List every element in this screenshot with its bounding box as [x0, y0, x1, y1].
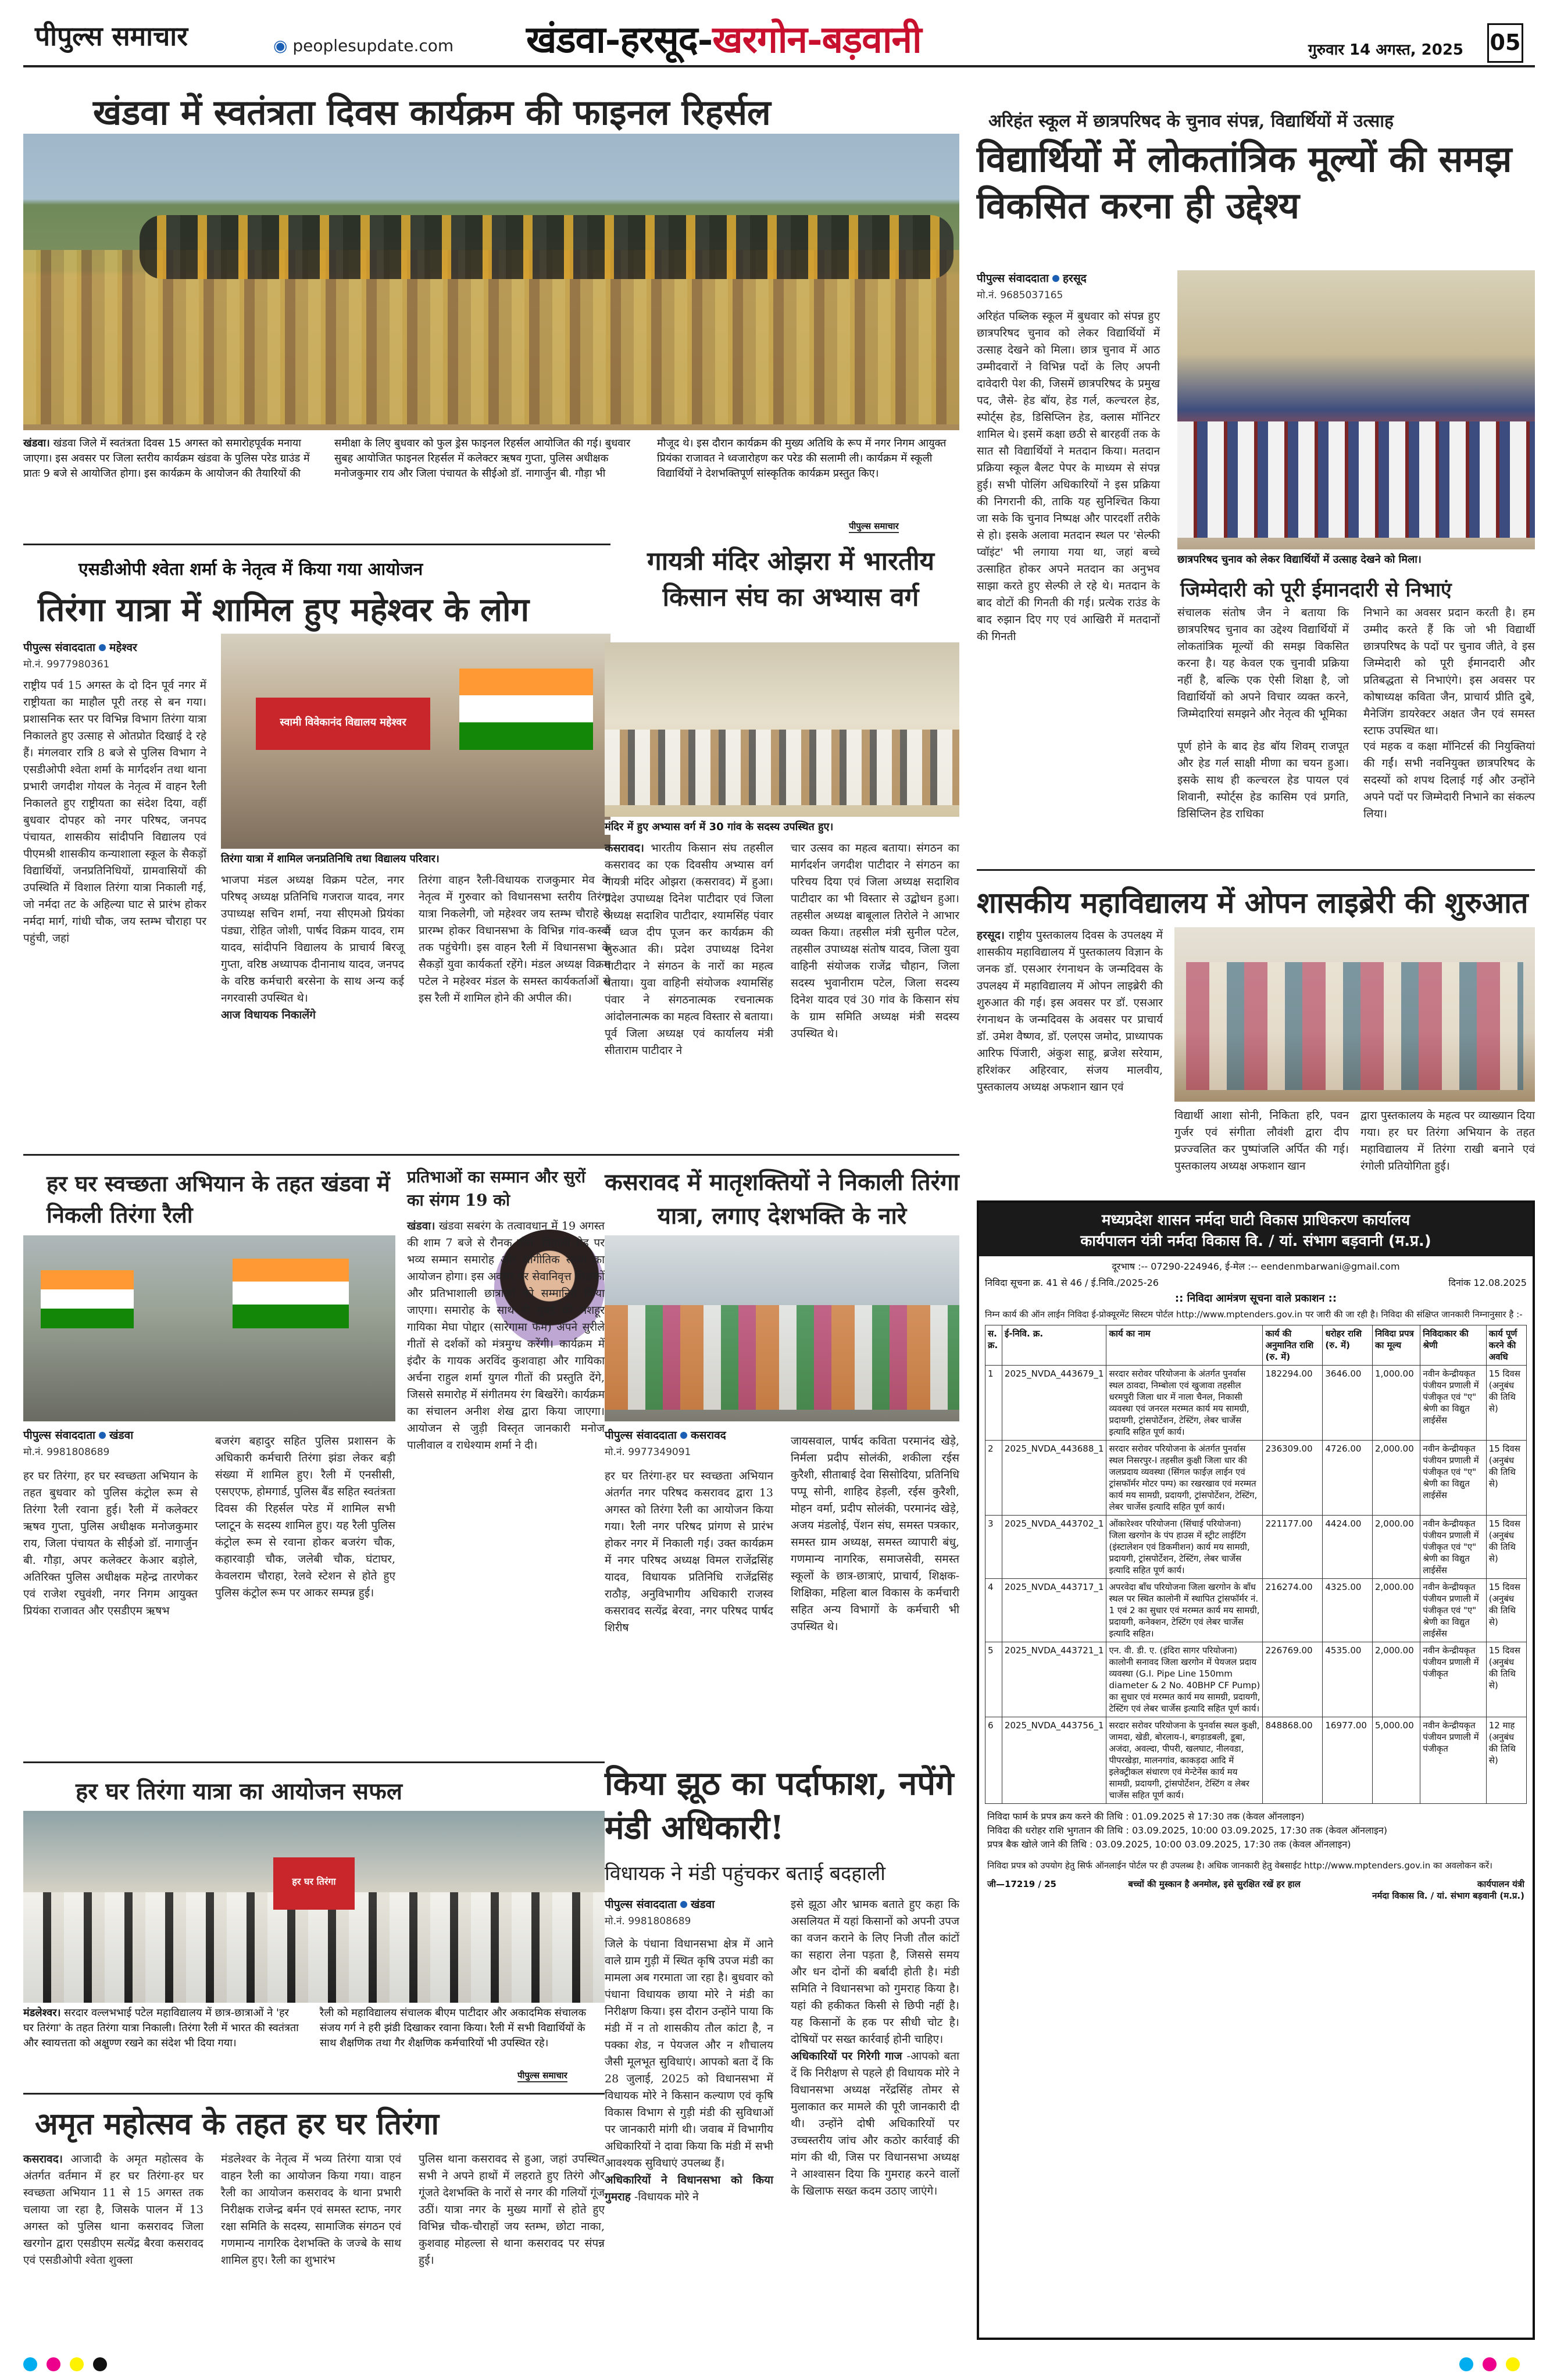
mobile: मो.नं. 9981808689 [605, 1916, 691, 1927]
tender-notice [977, 1200, 1535, 2340]
tender-intro: निम्न कार्य की ऑन लाईन निविदा ई-प्रोक्यूरमेंट सिस्टम पोर्टल http://www.mptenders.gov.in पर जारी की जा रही है। निविदा की संक्षिप्त जानकारी निम्नानुसार है :- [985, 1309, 1523, 1320]
school-banner: स्वामी विवेकानंद विद्यालय महेश्वर [256, 698, 430, 750]
dot-icon [680, 1432, 687, 1439]
kicker: अरिहंत स्कूल में छात्रपरिषद के चुनाव संपन्न, विद्यार्थियों में उत्साह [988, 111, 1394, 131]
story-rehearsal: खंडवा में स्वतंत्रता दिवस कार्यक्रम की फाइनल रिहर्सल खंडवा। खंडवा जिले में स्वतंत्रता दिवस 15 अगस्त को समारोहपूर्वक मनाया जाएगा। इस अवसर पर जिला स्तरीय कार्यक्रम खंडवा के पुलिस परेड ग्राउंड में प्रातः 9 बजे से आयोजित होगा। इस कार्यक्रम के आयोजन की तैयारियों की समीक्षा के लिए बुधवार को फुल ड्रेस फाइनल रिहर्सल आयोजित की गई। बुधवार सुबह आयोजित फाइनल रिहर्सल में कलेक्टर ऋषव गुप्ता, पुलिस अधीक्षक मनोजकुमार राय और जिला पंचायत के सीईओ डॉ. नागार्जुन बी. गौड़ा भी मौजूद थे। इस दौरान कार्यक्रम की मुख्य अतिथि के रूप में नगर निगम आयुक्त प्रियंका राजावत ने ध्वजारोहण कर परेड की सलामी ली। कार्यक्रम में स्कूली विद्यार्थियों ने देशभक्तिपूर्ण सांस्कृतिक कार्यक्रम प्रस्तुत किए। पीपुल्स समाचार [23, 87, 959, 535]
tender-cell: 2025_NVDA_443702_1 [1002, 1516, 1106, 1579]
mobile: मो.नं. 9981808689 [23, 1446, 110, 1458]
registration-marks [23, 2357, 1535, 2371]
headline: हर घर तिरंगा यात्रा का आयोजन सफल [76, 1778, 402, 1805]
election-photo [1177, 270, 1535, 549]
tiranga-photo [221, 634, 610, 849]
tender-col-header: कार्य का नाम [1106, 1325, 1263, 1366]
tender-row [985, 1717, 1527, 1804]
tender-footer-note: निविदा प्रपत्र को उपयोग हेतु सिर्फ ऑनलाईन पोर्टल पर ही उपलब्ध है। अधिक जानकारी हेतु वेबसाईट http://www.mptenders.gov.in का अवलोकन करें। [987, 1860, 1492, 1871]
tender-header: मध्यप्रदेश शासन नर्मदा घाटी विकास प्राधिकरण कार्यालय कार्यपालन यंत्री नर्मदा विकास वि. / यां. संभाग बड़वानी (म.प्र.) [979, 1203, 1533, 1256]
women-rally-photo [605, 1235, 959, 1421]
tender-cell: 15 दिवस (अनुबंध की तिथि से) [1486, 1516, 1526, 1579]
tender-cell: 3 [985, 1516, 1002, 1579]
headline: प्रतिभाओं का सम्मान और सुरों का संगम 19 को [407, 1167, 586, 1210]
tender-cell: 15 दिवस (अनुबंध की तिथि से) [1486, 1642, 1526, 1717]
tender-cell: 2,000.00 [1372, 1441, 1420, 1516]
tender-cell: अपरवेदा बाँध परियोजना जिला खरगोन के बाँध स्थल पर स्थित कालोनी में स्थापित ट्रांसफॉर्मर नं. 1 एवं 2 का सुधार एवं मरम्मत कार्य मय सामग्री, प्रदायगी, कनेक्शन, टेस्टिंग एवं लेबर चार्जेस इत्यादि सहित। [1106, 1579, 1263, 1642]
byline: पीपुल्स संवाददाता खंडवा [605, 1898, 715, 1911]
tender-cell: 4535.00 [1323, 1642, 1373, 1717]
story-maheshwar: एसडीओपी श्वेता शर्मा के नेतृत्व में किया गया आयोजन तिरंगा यात्रा में शामिल हुए महेश्वर के लोग पीपुल्स संवाददाता महेश्वर मो.नं. 9977980361 राष्ट्रीय पर्व 15 अगस्त के दो दिन पूर्व नगर में राष्ट्रीयता का माहौल पूरी तरह से बन गया। प्रशासनिक स्तर पर विभिन्न विभाग तिरंगा यात्रा निकालते हुए उत्साह से ओतप्रोत दिखाई दे रहे हैं। मंगलवार रात्रि 8 बजे से पुलिस विभाग ने एसडीओपी श्वेता शर्मा के मार्गदर्शन तथा थाना प्रभारी जगदीश गोयल के नेतृत्व में वाहन रैली निकालते हुए राष्ट्रीयता का संदेश दिया, वहीं बुधवार दोपहर को नगर परिषद, जनपद पंचायत, शासकीय सांदीपनि विद्यालय एवं पीएमश्री शासकीय कन्याशाला स्कूल के सैकड़ों विद्यार्थियों, जनप्रतिनिधियों, ग्रामवासियों की उपस्थिति में विशाल तिरंगा यात्रा निकाली गई, जो नर्मदा तट के अहिल्या घाट से प्रारंभ होकर नर्मदा मार्ग, गांधी चौक, जय स्तम्भ चौराहा पर पहुंची, जहां स्वामी विवेकानंद विद्यालय महेश्वर तिरंगा यात्रा में शामिल जनप्रतिनिधि तथा विद्यालय परिवार। भाजपा मंडल अध्यक्ष विक्रम पटेल, नगर परिषद् अध्यक्ष प्रतिनिधि गजराज यादव, नगर उपाध्यक्ष सचिन शर्मा, नया सीएमओ प्रियंका पंड्या, रोहित जोशी, पार्षद विक्रम यादव, राम यादव, सांदीपनि विद्यालय के प्राचार्य बिरजू गुप्ता, वरिष्ठ अध्यापक दीनानाथ यादव, जनपद के वरिष्ठ कर्मचारी बरसेना के साथ अन्य कई नगरवासी उपस्थित थे। आज विधायक निकालेंगे तिरंगा वाहन रैली-विधायक राजकुमार मेव के नेतृत्व में गुरुवार को विधानसभा स्तरीय तिरंगा यात्रा निकलेगी, जो महेश्वर जय स्तम्भ चौराहे से प्रारम्भ होकर विधानसभा के विभिन्न गांव-कस्बों तक पहुंचेगी। इस वाहन रैली में विधानसभा के सैकड़ों युवा कार्यकर्ता रहेंगे। मंडल अध्यक्ष विक्रम पटेल ने महेश्वर मंडल के समस्त कार्यकर्ताओं से इस रैली में शामिल होने की अपील की। [23, 544, 610, 1148]
notice-date: दिनांक 12.08.2025 [1448, 1277, 1527, 1288]
tender-cell: 221177.00 [1263, 1516, 1323, 1579]
tender-cell: 4424.00 [1323, 1516, 1373, 1579]
tender-cell: 2 [985, 1441, 1002, 1516]
dot-icon [99, 1432, 106, 1439]
tender-date-row: निविदा फार्म के प्रपत्र क्रय करने की तिथि : 01.09.2025 से 17:30 तक (केवल ऑनलाइन) [987, 1811, 1305, 1822]
tender-cell: 4325.00 [1323, 1579, 1373, 1642]
tender-table [985, 1325, 1527, 1804]
tender-cell: 2025_NVDA_443679_1 [1002, 1366, 1106, 1441]
kicker: एसडीओपी श्वेता शर्मा के नेतृत्व में किया गया आयोजन [78, 559, 423, 580]
parade-photo [23, 134, 959, 430]
tender-date-row: प्रपत्र बैक खोले जाने की तिथि : 03.09.2025, 10:00 03.09.2025, 17:30 तक (केवल ऑनलाइन) [987, 1839, 1351, 1850]
story-student-election: अरिहंत स्कूल में छात्रपरिषद के चुनाव संपन्न, विद्यार्थियों में उत्साह विद्यार्थियों में लोकतांत्रिक मूल्यों की समझ विकसित करना ही उद्देश्य पीपुल्स संवाददाता हरसूद मो.नं. 9685037165 अरिहंत पब्लिक स्कूल में बुधवार को संपन्न हुए छात्रपरिषद चुनाव को लेकर विद्यार्थियों में उत्साह देखने को मिला। छात्र चुनाव में आठ उम्मीदवारों ने विभिन्न पदों के लिए अपनी दावेदारी पेश की, जिसमें छात्रपरिषद के प्रमुख पद, जैसे- हेड बॉय, हेड गर्ल, कल्चरल हेड, स्पोर्ट्स हेड, डिसिप्लिन हेड, क्लास मॉनिटर शामिल थे। इसमें कक्षा छठी से बारहवीं तक के सात सौ विद्यार्थियों ने मतदान किया। मतदान प्रक्रिया स्कूल बैलट पेपर के माध्यम से संपन्न हुई। सभी पोलिंग अधिकारियों ने इस प्रक्रिया की निगरानी की, ताकि यह सुनिश्चित किया जा सके कि चुनाव निष्पक्ष और पारदर्शी तरीके से हो। इसके अलावा मतदान स्थल पर 'सेल्फी प्वॉइंट' भी लगाया गया था, जहां बच्चे उत्साहित होकर अपने मतदान का अनुभव साझा करते हुए सेल्फी ले रहे थे। मतदान के बाद वोटों की गिनती की गई। प्रत्येक राउंड के बाद रुझान दिए गए एवं आखिरी में मतदानों की गिनती छात्रपरिषद चुनाव को लेकर विद्यार्थियों में उत्साह देखने को मिला। जिम्मेदारी को पूरी ईमानदारी से निभाएं संचालक संतोष जैन ने बताया कि छात्रपरिषद चुनाव का उद्देश्य विद्यार्थियों में लोकतांत्रिक मूल्यों की समझ विकसित करना है। यह केवल एक चुनावी प्रक्रिया नहीं है, बल्कि एक ऐसी शिक्षा है, जो विद्यार्थियों को अपने विचार व्यक्त करने, जिम्मेदारियां समझने और नेतृत्व की भूमिका निभाने का अवसर प्रदान करती है। हम उम्मीद करते हैं कि जो भी विद्यार्थी छात्रपरिषद के पदों पर चुनाव जीते, वे इस जिम्मेदारी को पूरी ईमानदारी और प्रतिबद्धता से निभाएंगे। इस अवसर पर कोषाध्यक्ष कविता जैन, प्राचार्य प्रीति दुबे, मैनेजिंग डायरेक्टर अक्षत जैन एवं समस्त स्टाफ उपस्थित था। पूर्ण होने के बाद हेड बॉय शिवम् राजपूत और हेड गर्ल साक्षी मीणा का चयन हुआ। इसके साथ ही कल्चरल हेड पायल एवं शिवानी, स्पोर्ट्स हेड कासिम एवं प्रगति, डिसिप्लिन हेड राधिका एवं महक व कक्षा मॉनिटर्स की नियुक्तियां की गईं। सभी नवनियुक्त छात्रपरिषद के सदस्यों को शपथ दिलाई गई और उन्होंने अपने पदों पर जिम्मेदारी निभाने का संकल्प लिया। [977, 87, 1535, 860]
tender-cell: 2025_NVDA_443756_1 [1002, 1717, 1106, 1804]
signature: कार्यपालन यंत्री नर्मदा विकास वि. / यां. संभाग बड़वानी (म.प्र.) [1372, 1879, 1524, 1901]
issue-date: गुरुवार 14 अगस्त, 2025 [1308, 41, 1464, 59]
tender-cell: 216274.00 [1263, 1579, 1323, 1642]
tender-cell: 6 [985, 1717, 1002, 1804]
headline: अमृत महोत्सव के तहत हर घर तिरंगा [35, 2106, 440, 2142]
mobile: मो.नं. 9685037165 [977, 290, 1063, 301]
tender-cell: सरदार सरोवर परियोजना के पुनर्वास स्थल कुक्षी, जामदा, खेडी, बोरलाय-I, बगड़ाडबली, डूबा, अजंदा, अवल्दा, पीपरी, खलघाट, नीलवडा, पीपरखेड़ा, मालनगांव, काकड़दा आदि में इलेक्ट्रीकल संधारण एवं मेन्टेनेंस कार्य मय सामग्री, प्रदायगी, ट्रांसपोर्टेशन, टेस्टिंग व लेबर चार्जेस सहित पूर्ण कार्य। [1106, 1717, 1263, 1804]
tender-cell: सरदार सरोवर परियोजना के अंतर्गत पुनर्वास स्थल ठावदा, निम्बोला एवं खुजावा तहसील धरमपुरी जिला धार में नाला चैनल, निकासी व्यवस्था एवं जनरल मरम्मत कार्य मय सामग्री, प्रदायगी, ट्रांसपोर्टेशन, टेस्टिंग, लेबर चार्जेस इत्यादि सहित पूर्ण कार्य। [1106, 1366, 1263, 1441]
tender-cell: एन. वी. डी. ए. (इंदिरा सागर परियोजना) कालोनी सनावद जिला खरगोन में पेयजल प्रदाय व्यवस्था (G.I. Pipe Line 150mm diameter & 2 No. 40BHP CF Pump) का सुधार एवं मरम्मत कार्य मय सामग्री, प्रदायगी, टेस्टिंग एवं लेबर चार्जेस इत्यादि सहित पूर्ण कार्य। [1106, 1642, 1263, 1717]
tender-row [985, 1441, 1527, 1516]
tender-cell: 848868.00 [1263, 1717, 1323, 1804]
tender-cell: नवीन केन्द्रीयकृत पंजीयन प्रणाली में पंजीकृत एवं "ए" श्रेणी का विद्युत लाईसेंस [1420, 1579, 1486, 1642]
tender-col-header: कार्य की अनुमानित राशि (रु. में) [1263, 1325, 1323, 1366]
tender-cell: नवीन केन्द्रीयकृत पंजीयन प्रणाली में पंजीकृत एवं "ए" श्रेणी का विद्युत लाईसेंस [1420, 1366, 1486, 1441]
tender-cell: 226769.00 [1263, 1642, 1323, 1717]
tender-cell: 1,000.00 [1372, 1366, 1420, 1441]
tender-cell: 1 [985, 1366, 1002, 1441]
headline: तिरंगा यात्रा में शामिल हुए महेश्वर के लोग [38, 591, 530, 629]
tender-cell: 182294.00 [1263, 1366, 1323, 1441]
headline: गायत्री मंदिर ओझरा में भारतीय किसान संघ का अभ्यास वर्ग [647, 546, 934, 612]
tender-col-header: निविदा प्रपत्र का मूल्य [1372, 1325, 1420, 1366]
tender-cell: ओंकारेश्वर परियोजना (सिंचाई परियोजना) जिला खरगोन के पंप हाउस में स्ट्रीट लाईटिंग (इंस्टालेशन एवं डिकमीशन) कार्य मय सामग्री, प्रदायगी, ट्रांसपोर्टेशन, टेस्टिंग, लेबर चार्जेस इत्यादि सहित पूर्ण कार्य। [1106, 1516, 1263, 1579]
headline: हर घर स्वच्छता अभियान के तहत खंडवा में निकली तिरंगा रैली [47, 1170, 390, 1228]
photo-caption: छात्रपरिषद चुनाव को लेकर विद्यार्थियों में उत्साह देखने को मिला। [1177, 552, 1535, 567]
headline: किया झूठ का पर्दाफाश, नपेंगे मंडी अधिकारी! [605, 1764, 954, 1847]
page-number: 05 [1487, 23, 1523, 63]
story-mandi: किया झूठ का पर्दाफाश, नपेंगे मंडी अधिकारी! विधायक ने मंडी पहुंचकर बताई बदहाली पीपुल्स संवाददाता खंडवा मो.नं. 9981808689 जिले के पंधाना विधानसभा क्षेत्र में आने वाले ग्राम गुड़ी में स्थित कृषि उपज मंडी का मामला अब गरमाता जा रहा है। बुधवार को पंधाना विधायक छाया मोरे ने मंडी का निरीक्षण किया। इस दौरान उन्होंने पाया कि मंडी में न तो शासकीय तौल कांटा है, न पक्का शेड, न पेयजल और न शौचालय जैसी मूलभूत सुविधाएं। आपको बता दें कि 28 जुलाई, 2025 को विधानसभा में विधायक मोरे ने किसान कल्याण एवं कृषि विकास विभाग से गुड़ी मंडी की सुविधाओं पर जानकारी मांगी थी। जवाब में विभागीय अधिकारियों ने दावा किया कि मंडी में सभी आवश्यक सुविधाएं उपलब्ध हैं। अधिकारियों ने विधानसभा को किया गुमराह -विधायक मोरे ने इसे झूठा और भ्रामक बताते हुए कहा कि असलियत में यहां किसानों को अपनी उपज का वजन कराने के लिए निजी तौल कांटों का सहारा लेना पड़ता है, जिससे समय और धन दोनों की बर्बादी होती है। मंडी समिति ने विधानसभा को गुमराह किया है। यहां की हकीकत किसी से छिपी नहीं है। यह किसानों के हक पर सीधी चोट है। दोषियों पर सख्त कार्रवाई होनी चाहिए। अधिकारियों पर गिरेगी गाज -आपको बता दें कि निरीक्षण से पहले ही विधायक मोरे ने विधानसभा अध्यक्ष नरेंद्रसिंह तोमर से मुलाकात कर मामले की पूरी जानकारी दी थी। उन्होंने दोषी अधिकारियों पर उच्चस्तरीय जांच और कठोर कार्रवाई की मांग की थी, जिस पर विधानसभा अध्यक्ष ने आश्वासन दिया कि गुमराह करने वालों के खिलाफ सख्त कदम उठाए जाएंगे। [605, 1761, 959, 2337]
headline: शासकीय महाविद्यालय में ओपन लाइब्रेरी की शुरुआत [977, 885, 1529, 920]
tender-row [985, 1579, 1527, 1642]
dot-icon [680, 1901, 687, 1908]
tiranga-banner: हर घर तिरंगा [273, 1857, 355, 1910]
tender-col-header: कार्य पूर्ण करने की अवधि [1486, 1325, 1526, 1366]
photo-caption: खंडवा। खंडवा जिले में स्वतंत्रता दिवस 15 अगस्त को समारोहपूर्वक मनाया जाएगा। इस अवसर पर जिला स्तरीय कार्यक्रम खंडवा के पुलिस परेड ग्राउंड में प्रातः 9 बजे से आयोजित होगा। इस कार्यक्रम के आयोजन की तैयारियों की [23, 436, 314, 481]
subhead: विधायक ने मंडी पहुंचकर बताई बदहाली [605, 1862, 885, 1885]
subhead: जिम्मेदारी को पूरी ईमानदारी से निभाएं [1180, 578, 1452, 602]
tender-col-header: निविदाकार की श्रेणी [1420, 1325, 1486, 1366]
tender-dates [979, 1804, 1533, 1857]
region-title: खंडवा-हरसूद-खरगोन-बड़वानी [526, 18, 922, 62]
students-photo [23, 1811, 605, 2003]
tender-cell: 236309.00 [1263, 1441, 1323, 1516]
tender-cell: 5 [985, 1642, 1002, 1717]
tender-row [985, 1516, 1527, 1579]
headline: कसरावद में मातृशक्तियों ने निकाली तिरंगा यात्रा, लगाए देशभक्ति के नारे [605, 1168, 959, 1230]
tender-cell: 16977.00 [1323, 1717, 1373, 1804]
ref-number: जी—17219 / 25 [987, 1879, 1056, 1889]
tender-title: :: निविदा आमंत्रण सूचना वाले प्रकाशन :: [1174, 1292, 1337, 1305]
masthead [0, 0, 1557, 63]
tender-cell: नवीन केन्द्रीयकृत पंजीयन प्रणाली में पंजीकृत एवं "ए" श्रेणी का विद्युत लाईसेंस [1420, 1516, 1486, 1579]
kisan-photo [605, 642, 959, 817]
story-sabrang: प्रतिभाओं का सम्मान और सुरों का संगम 19 को खंडवा। खंडवा सबरंग के तत्वावधान में 19 अगस्त की शाम 7 बजे से रौनक हॉल, निवाली रोड पर भव्य सम्मान समारोह और सांगीतिक संध्या का आयोजन होगा। इस अवसर पर सेवानिवृत्त शिक्षकों और प्रतिभाशाली छात्राओं को सम्मानित किया जाएगा। समारोह के साथ ही मुंबई की मशहूर गायिका मेघा पोद्दार (सारेगामा फेम) अपने सुरीले गीतों से दर्शकों को मंत्रमुग्ध करेंगी। कार्यक्रम में इंदौर के गायक अरविंद कुशवाहा और गायिका अर्चना राहुल शर्मा युगल गीतों की प्रस्तुति देंगे, जिससे समारोह में संगीतमय रंग बिखरेंगे। कार्यक्रम का संचालन अनीश शेख द्वारा किया जाएगा। आयोजन से जुड़ी विस्तृत जानकारी मनोज पालीवाल व राधेश्याम शर्मा ने दी। [407, 1154, 605, 1759]
rally-photo [23, 1235, 395, 1421]
tender-row [985, 1642, 1527, 1717]
tender-col-header: ई-निवि. क्र. [1002, 1325, 1106, 1366]
tender-cell: 15 दिवस (अनुबंध की तिथि से) [1486, 1366, 1526, 1441]
story-open-library: शासकीय महाविद्यालय में ओपन लाइब्रेरी की शुरुआत हरसूद। राष्ट्रीय पुस्तकालय दिवस के उपलक्ष्य में शासकीय महाविद्यालय में पुस्तकालय विज्ञान के जनक डॉ. एसआर रंगनाथन के जन्मदिवस के उपलक्ष्य में महाविद्यालय में ओपन लाइब्रेरी की शुरुआत की गई। इस अवसर पर डॉ. एसआर रंगनाथन के जन्मदिवस के अवसर पर प्राचार्य डॉ. उमेश वैष्णव, डॉ. एलएस जमोद, प्राध्यापक आरिफ पिंजारी, अंकुश साहू, ब्रजेश सरेयाम, हरिशंकर अहिरवार, संजय मालवीय, पुस्तकालय अध्यक्ष अफशान खान एवं विद्यार्थी आशा सोनी, निकिता हरि, पवन गुर्जर एवं संगीता लौवंशी द्वारा दीप प्रज्ज्वलित कर पुष्पांजलि अर्पित की गई। पुस्तकालय अध्यक्ष अफशान खान द्वारा पुस्तकालय के महत्व पर व्याख्यान दिया गया। हर घर तिरंगा अभियान के तहत महाविद्यालय में तिरंगा राखी बनाने एवं रंगोली प्रतियोगिता हुई। [977, 869, 1535, 1195]
tender-col-header: धरोहर राशि (रु. में) [1323, 1325, 1373, 1366]
tender-col-header: स. क्र. [985, 1325, 1002, 1366]
dot-icon [99, 644, 106, 651]
tender-cell: 3646.00 [1323, 1366, 1373, 1441]
website-url[interactable]: ◉ peoplesupdate.com [273, 36, 454, 55]
byline: पीपुल्स संवाददाता कसरावद [605, 1429, 726, 1442]
paper-tag: पीपुल्स समाचार [517, 2070, 567, 2082]
tender-cell: 2025_NVDA_443721_1 [1002, 1642, 1106, 1717]
tender-cell: 2,000.00 [1372, 1579, 1420, 1642]
tender-cell: 15 दिवस (अनुबंध की तिथि से) [1486, 1579, 1526, 1642]
photo-caption: तिरंगा यात्रा में शामिल जनप्रतिनिधि तथा विद्यालय परिवार। [221, 852, 610, 867]
ref-note: बच्चों की मुस्कान है अनमोल, इसे सुरक्षित रखें हर हाल [1128, 1879, 1301, 1889]
mobile: मो.नं. 9977349091 [605, 1446, 691, 1458]
tender-cell: 5,000.00 [1372, 1717, 1420, 1804]
byline: पीपुल्स संवाददाता हरसूद [977, 272, 1087, 285]
headline: विद्यार्थियों में लोकतांत्रिक मूल्यों की समझ विकसित करना ही उद्देश्य [977, 138, 1512, 227]
byline: पीपुल्स संवाददाता खंडवा [23, 1429, 134, 1442]
story-matrishakti: कसरावद में मातृशक्तियों ने निकाली तिरंगा यात्रा, लगाए देशभक्ति के नारे पीपुल्स संवाददाता कसरावद मो.नं. 9977349091 हर घर तिरंगा-हर घर स्वच्छता अभियान अंतर्गत नगर परिषद कसरावद द्वारा 13 अगस्त को तिरंगा रैली का आयोजन किया गया। रैली नगर परिषद प्रांगण से प्रारंभ होकर नगर में निकाली गई। उक्त कार्यक्रम में नगर परिषद अध्यक्ष विमल राजेंद्रसिंह यादव, विधायक प्रतिनिधि राजेंद्रसिंह राठौड़, अनुविभागीय अधिकारी राजस्व कसरावद सत्येंद्र बेरवा, नगर परिषद पार्षद शिरीष जायसवाल, पार्षद कविता परमानंद खेड़े, निर्मला प्रदीप सोलंकी, शकीला रईस कुरैशी, सीताबाई देवा सिसोदिया, प्रतिनिधि पप्पू सोनी, शाहिद हेड़ली, रईस कुरैशी, मोहन वर्मा, प्रदीप सोलंकी, परमानंद खेड़े, अजय मंडलोई, पेंशन संघ, समस्त पत्रकार, समस्त ग्राम अध्यक्ष, समस्त व्यापारी बंधु, गणमान्य नागरिक, समाजसेवी, समस्त स्कूलों के छात्र-छात्राएं, प्राचार्य, शिक्षक-शिक्षिका, महिला बाल विकास के कर्मचारी सहित अन्य विभागों के कर्मचारी भी उपस्थित थे। [605, 1154, 959, 1759]
paper-tag: पीपुल्स समाचार [849, 520, 899, 533]
tender-cell: नवीन केन्द्रीयकृत पंजीयन प्रणाली में पंजीकृत एवं "ए" श्रेणी का विद्युत लाईसेंस [1420, 1441, 1486, 1516]
story-har-ghar-tiranga: हर घर तिरंगा यात्रा का आयोजन सफल हर घर तिरंगा मंडलेश्वर। सरदार वल्लभभाई पटेल महाविद्यालय में छात्र-छात्राओं ने 'हर घर तिरंगा' के तहत तिरंगा यात्रा निकाली। तिरंगा रैली में भारत की स्वतंत्रता और स्वायत्तता को अक्षुण्ण रखने का संदेश भी दिया गया। रैली को महाविद्यालय संचालक बीएम पाटीदार और अकादमिक संचालक संजय गर्ग ने हरी झंडी दिखाकर रवाना किया। रैली में सभी विद्यार्थियों के साथ शैक्षणिक तथा गैर शैक्षणिक कर्मचारियों भी उपस्थित रहे। पीपुल्स समाचार [23, 1761, 605, 2087]
tender-cell: 12 माह (अनुबंध की तिथि से) [1486, 1717, 1526, 1804]
tender-cell: 2,000.00 [1372, 1642, 1420, 1717]
tender-cell: 2,000.00 [1372, 1516, 1420, 1579]
tender-cell: 2025_NVDA_443688_1 [1002, 1441, 1106, 1516]
dot-icon [1052, 275, 1059, 282]
headline: खंडवा में स्वतंत्रता दिवस कार्यक्रम की फाइनल रिहर्सल [93, 92, 771, 133]
photo-caption: मंदिर में हुए अभ्यास वर्ग में 30 गांव के सदस्य उपस्थित हुए। [605, 820, 959, 835]
tender-cell: सरदार सरोवर परियोजना के अंतर्गत पुनर्वास स्थल निसरपुर-I तहसील कुक्षी जिला धार की जलप्रदाय व्यवस्था (सिंगल फाईज़ लाईन एवं ट्रांसफॉर्मर मोटर पम्प) का रखरखाव एवं मरम्मत कार्य मय सामग्री, प्रदायगी, ट्रांसपोर्टेशन, टेस्टिंग, लेबर चार्जेस इत्यादि सहित पूर्ण कार्य। [1106, 1441, 1263, 1516]
story-kisan-sangh: गायत्री मंदिर ओझरा में भारतीय किसान संघ का अभ्यास वर्ग मंदिर में हुए अभ्यास वर्ग में 30 गांव के सदस्य उपस्थित हुए। कसरावद। भारतीय किसान संघ तहसील कसरावद का एक दिवसीय अभ्यास वर्ग गायत्री मंदिर ओझरा (कसरावद) में हुआ। प्रदेश उपाध्यक्ष दिनेश पाटीदार एवं जिला अध्यक्ष सदाशिव पाटीदार, श्यामसिंह पंवार ने ध्वज दीप पूजन कर कार्यक्रम की शुरुआत की। प्रदेश उपाध्यक्ष दिनेश पाटीदार ने संगठन के नारों का महत्व बताया। युवा वाहिनी संयोजक श्यामसिंह पंवार ने संगठनात्मक रचनात्मक आंदोलनात्मक का महत्व विस्तार से बताया। पूर्व जिला अध्यक्ष एवं कार्यालय मंत्री सीताराम पाटीदार ने चार उत्सव का महत्व बताया। संगठन का मार्गदर्शन जगदीश पाटीदार ने संगठन का परिचय दिया एवं जिला अध्यक्ष सदाशिव पाटीदार का भी विस्तार से उद्बोधन हुआ। तहसील अध्यक्ष बाबूलाल तिरोले ने आभार व्यक्त किया। तहसील मंत्री सुनील पटेल, तहसील उपाध्यक्ष संतोष यादव, जिला युवा वाहिनी संयोजक राजेंद्र चौहान, जिला सदस्य भुवानीराम पटेल, जिला सदस्य दिनेश यादव एवं 30 गांव के किसान संघ के ग्राम समिति अध्यक्ष मंत्री सदस्य उपस्थित थे। [605, 544, 959, 1148]
story-swachhta-rally: हर घर स्वच्छता अभियान के तहत खंडवा में निकली तिरंगा रैली पीपुल्स संवाददाता खंडवा मो.नं. 9981808689 हर घर तिरंगा, हर घर स्वच्छता अभियान के तहत बुधवार को पुलिस कंट्रोल रूम से तिरंगा रैली रवाना हुई। रैली में कलेक्टर ऋषव गुप्ता, पुलिस अधीक्षक मनोजकुमार राय, जिला पंचायत के सीईओ डॉ. नागार्जुन बी. गौड़ा, अपर कलेक्टर केआर बड़ोले, अतिरिक्त पुलिस अधीक्षक महेन्द्र तारणेकर एवं राजेश रघुवंशी, नगर निगम आयुक्त प्रियंका राजावत और एसडीएम ऋषभ बजरंग बहादुर सहित पुलिस प्रशासन के अधिकारी कर्मचारी तिरंगा झंडा लेकर बड़ी संख्या में शामिल हुए। रैली में एनसीसी, एसएएफ, होमगार्ड, पुलिस बैंड सहित स्वतंत्रता दिवस की रिहर्सल परेड में शामिल सभी प्लाटून के सदस्य शामिल हुए। यह रैली पुलिस कंट्रोल रूम से रवाना होकर बजरंग चौक, कहारवाड़ी चौक, जलेबी चौक, घंटाघर, केवलराम चौराहा, रेलवे स्टेशन से होते हुए पुलिस कंट्रोल रूम पर आकर सम्पन्न हुई। [23, 1154, 395, 1759]
tender-contact: दूरभाष :-- 07290-224946, ई-मेल :-- eendenmbarwani@gmail.com [1112, 1261, 1400, 1272]
story-amrit-mahotsav: अमृत महोत्सव के तहत हर घर तिरंगा कसरावद। आजादी के अमृत महोत्सव के अंतर्गत वर्तमान में हर घर तिरंगा-हर घर स्वच्छता अभियान 11 से 15 अगस्त तक चलाया जा रहा है, जिसके पालन में 13 अगस्त को पुलिस थाना कसरावद जिला खरगोन द्वारा एसडीएम सत्येंद्र बैरवा कसरावद एवं एसडीओपी श्वेता शुक्ला मंडलेश्वर के नेतृत्व में भव्य तिरंगा यात्रा एवं वाहन रैली का आयोजन किया गया। वाहन रैली का आयोजन कसरावद के थाना प्रभारी निरीक्षक राजेन्द्र बर्मन एवं समस्त स्टाफ, नगर रक्षा समिति के सदस्य, सामाजिक संगठन एवं गणमान्य नागरिक देशभक्ति के जज्बे के साथ शामिल हुए। रैली का शुभारंभ पुलिस थाना कसरावद से हुआ, जहां उपस्थित सभी ने अपने हाथों में लहराते हुए तिरंगे और गूंजते देशभक्ति के नारों से नगर की गलियों गूंज उठीं। यात्रा नगर के मुख्य मार्गों से होते हुए विभिन्न चौक-चौराहों जय स्तम्भ, छोटा नाका, कुशवाह मोहल्ला से थाना कसरावद पर संपन्न हुई। [23, 2093, 605, 2337]
tender-date-row: निविदा की धरोहर राशि भुगतान की तिथि : 03.09.2025, 10:00 03.09.2025, 17:30 तक (केवल ऑनलाइन) [987, 1825, 1387, 1836]
tender-cell: 4 [985, 1579, 1002, 1642]
globe-icon: ◉ [273, 36, 288, 55]
byline: पीपुल्स संवाददाता महेश्वर [23, 641, 137, 654]
tender-cell: नवीन केन्द्रीयकृत पंजीयन प्रणाली में पंजीकृत [1420, 1642, 1486, 1717]
tender-row [985, 1366, 1527, 1441]
tender-cell: 15 दिवस (अनुबंध की तिथि से) [1486, 1441, 1526, 1516]
tender-cell: 4726.00 [1323, 1441, 1373, 1516]
notice-number: निविदा सूचना क्र. 41 से 46 / ई.निवि./2025-26 [985, 1277, 1159, 1288]
paper-logo: पीपुल्स समाचार [35, 20, 188, 52]
mobile: मो.नं. 9977980361 [23, 659, 110, 670]
library-photo [1174, 927, 1535, 1102]
tender-cell: 2025_NVDA_443717_1 [1002, 1579, 1106, 1642]
tender-cell: नवीन केन्द्रीयकृत पंजीयन प्रणाली में पंजीकृत [1420, 1717, 1486, 1804]
